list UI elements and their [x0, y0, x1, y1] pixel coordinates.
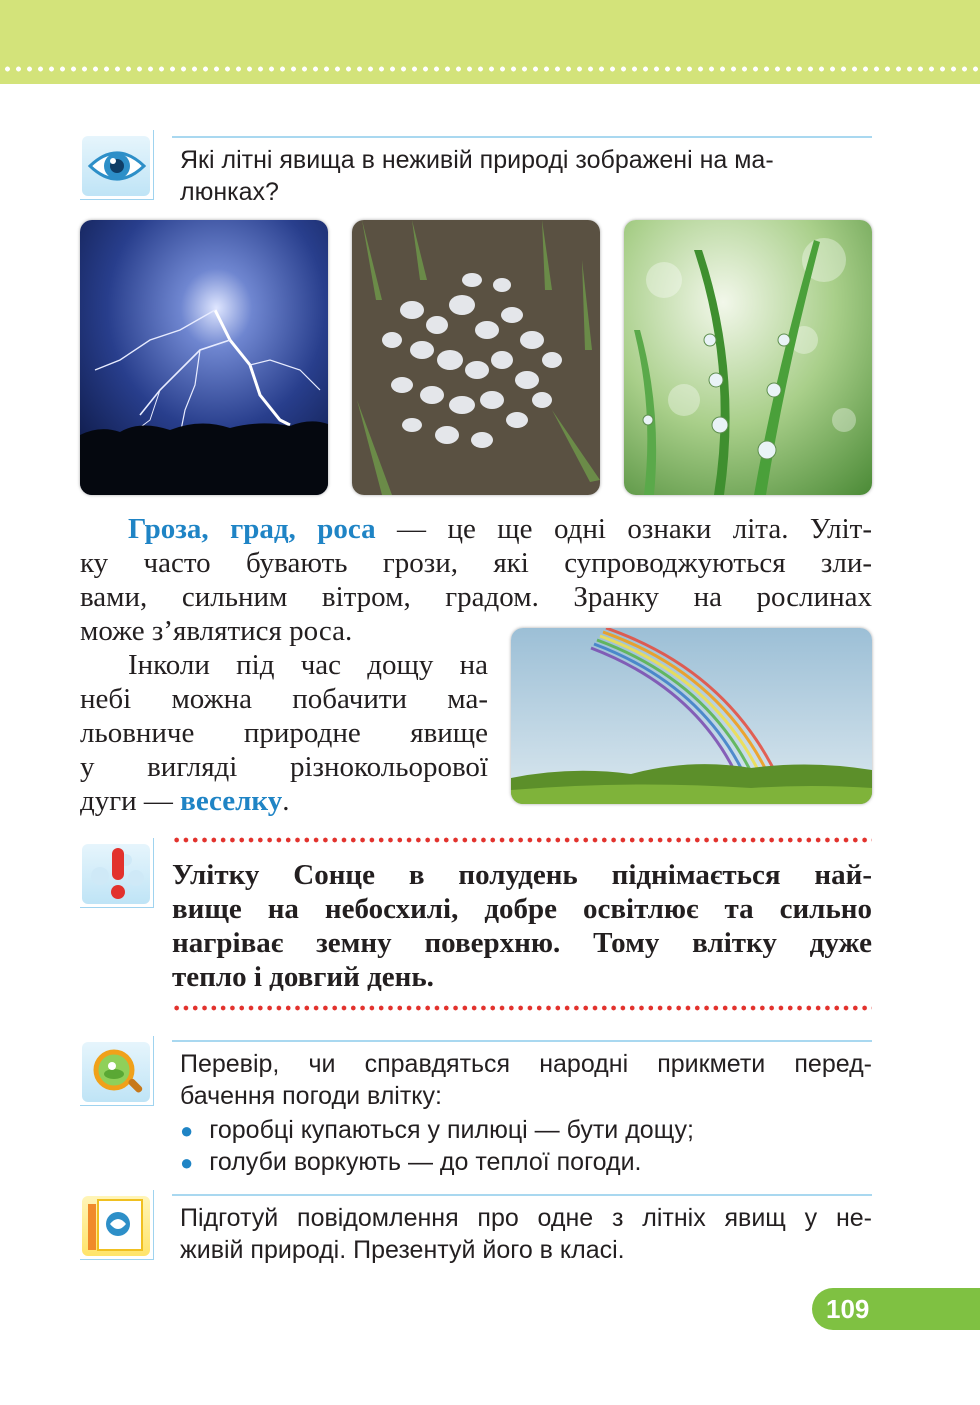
paragraph2-line-4: у вигляді різнокольорової: [80, 751, 488, 783]
rule-top-dots: [172, 836, 872, 844]
project-line-1: Підготуй повідомлення про одне з літніх явищ у не-: [180, 1204, 872, 1232]
observe-top-line: [172, 136, 872, 138]
paragraph2-line-3: льовниче природне явище: [80, 717, 488, 749]
rule-bottom-dots: [172, 1004, 872, 1012]
rule-line-3: нагріває земну поверхню. Тому влітку дуже: [172, 927, 872, 959]
header-dots: [0, 64, 980, 74]
check-line-1: Перевір, чи справдяться народні прикмети перед-: [180, 1050, 872, 1078]
bullet-icon: ●: [180, 1150, 194, 1175]
check-line-2: бачення погоди влітку:: [180, 1082, 442, 1110]
observe-task-text: [180, 144, 872, 208]
rainbow-photo: [511, 628, 872, 804]
paragraph1-line-1: Гроза, град, роса — це ще одні ознаки літа. Уліт-: [128, 513, 873, 545]
paragraph2-line-5: дуги — веселку.: [80, 785, 290, 817]
eye-icon: [80, 130, 154, 200]
paragraph1-line-2: ку часто бувають грози, які супроводжуються зли-: [80, 547, 872, 579]
project-icon: [80, 1190, 154, 1260]
rule-line-4: тепло і довгий день.: [172, 961, 434, 993]
project-task-text: [180, 1202, 872, 1266]
term-rainbow: веселку: [180, 785, 283, 817]
observe-line-1: Які літні явища в неживій природі зображені на ма-: [180, 146, 774, 174]
project-line-2: живій природі. Презентуй його в класі.: [180, 1236, 625, 1264]
observe-icon-box: [80, 130, 154, 200]
hail-photo: [352, 220, 600, 495]
paragraph-rainbow: [80, 648, 488, 818]
page-number: 109: [826, 1294, 870, 1324]
check-bullet-1: ● горобці купаються у пилюці — бути дощу;: [180, 1116, 695, 1144]
dew-photo: [624, 220, 872, 495]
magnifier-icon: [80, 1036, 154, 1106]
project-icon-box: [80, 1190, 154, 1260]
term-storm-hail-dew: Гроза, град, роса: [128, 513, 376, 545]
check-bullet-2: ● голуби воркують — до теплої погоди.: [180, 1148, 642, 1176]
lightning-photo: [80, 220, 328, 495]
check-icon-box: [80, 1036, 154, 1106]
check-top-line: [172, 1040, 872, 1042]
rule-icon-box: [80, 838, 154, 908]
rule-text: [172, 858, 872, 994]
rule-line-1: Улітку Сонце в полудень піднімається най-: [172, 859, 872, 891]
exclamation-icon: [80, 838, 154, 908]
project-top-line: [172, 1194, 872, 1196]
paragraph2-line-1: Інколи під час дощу на: [128, 649, 488, 681]
paragraph1-line-4: може з’являтися роса.: [80, 615, 353, 647]
bullet-icon: ●: [180, 1118, 194, 1143]
rule-line-2: вище на небосхилі, добре освітлює та сильно: [172, 893, 872, 925]
check-task-text: [180, 1048, 872, 1112]
paragraph2-line-2: небі можна побачити ма-: [80, 683, 488, 715]
paragraph1-line-3: вами, сильним вітром, градом. Зранку на рослинах: [80, 581, 872, 613]
observe-line-2: люнках?: [180, 178, 279, 206]
